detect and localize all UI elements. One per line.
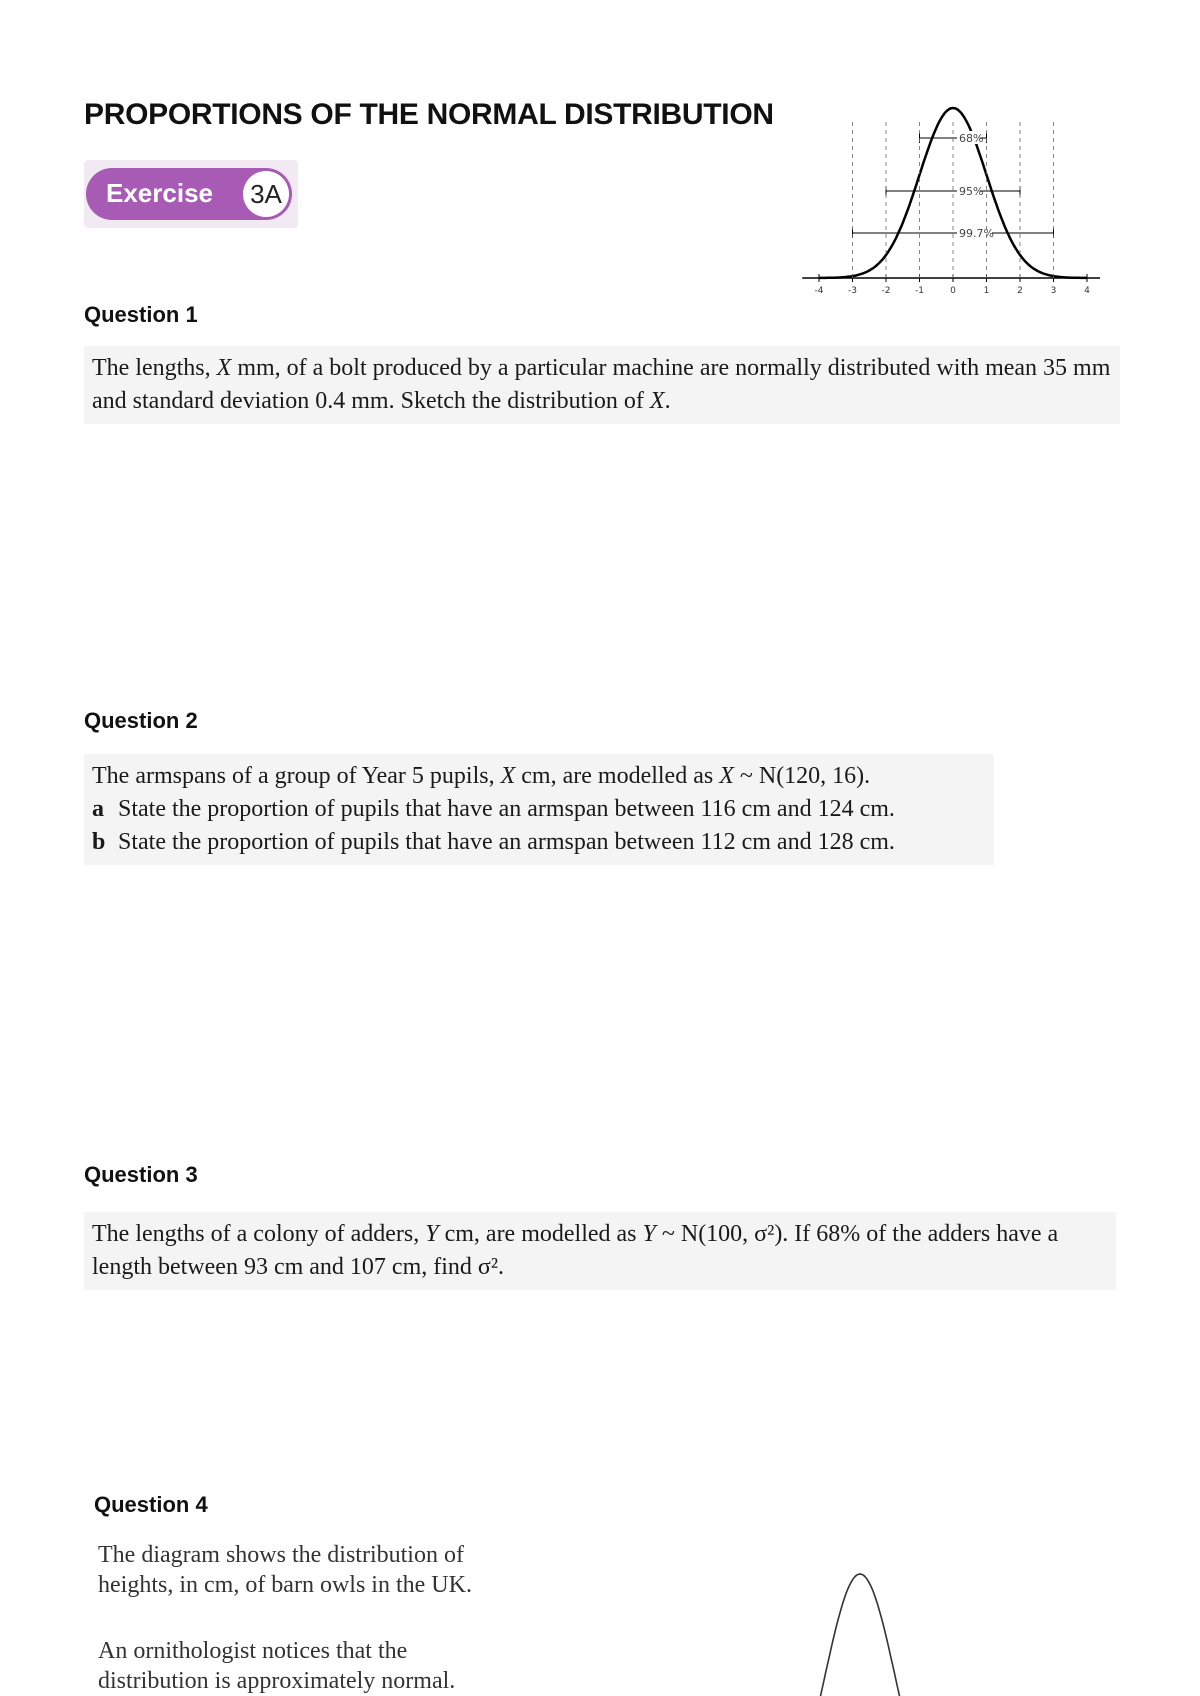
x-tick-label: 2	[1017, 286, 1023, 296]
page-title: PROPORTIONS OF THE NORMAL DISTRIBUTION	[84, 98, 774, 131]
question-4-paragraph-1: The diagram shows the distribution of heights, in cm, of barn owls in the UK.	[98, 1542, 472, 1598]
barn-owl-bell-curve	[752, 1574, 968, 1696]
x-tick-label: -3	[848, 286, 857, 296]
barn-owl-height-curve	[740, 1540, 980, 1696]
question-1-heading: Question 1	[84, 302, 198, 327]
x-tick-label: 0	[950, 286, 956, 296]
x-tick-label: -4	[814, 286, 824, 296]
question-1-text: The lengths, X mm, of a bolt produced by a particular machine are normally distributed with mean 35 mm and standard deviation 0.4 mm. Sketch the distribution of X.	[84, 346, 1120, 424]
exercise-number: 3A	[243, 171, 289, 217]
band-label: 68%	[959, 132, 984, 145]
x-tick-label: 4	[1084, 286, 1090, 296]
question-2-heading: Question 2	[84, 708, 198, 733]
question-2-stem: The armspans of a group of Year 5 pupils, X cm, are modelled as X ~ N(120, 16).	[92, 763, 871, 789]
x-tick-label: -1	[915, 286, 924, 296]
question-4-paragraph-2: An ornithologist notices that the distribution is approximately normal.	[98, 1638, 456, 1694]
band-label: 99.7%	[959, 227, 994, 240]
diagram-tick-labels	[815, 122, 1091, 296]
exercise-badge	[84, 160, 298, 228]
question-2-text	[84, 754, 994, 865]
x-tick-label: 1	[983, 286, 990, 296]
exercise-pill	[86, 168, 292, 220]
exercise-label: Exercise	[106, 178, 213, 208]
band-label: 95%	[959, 185, 984, 198]
question-2-part-a: a State the proportion of pupils that have an armspan between 116 cm and 124 cm.	[92, 796, 895, 822]
question-2-part-b: b State the proportion of pupils that have an armspan between 112 cm and 128 cm.	[92, 829, 895, 855]
question-3-heading: Question 3	[84, 1162, 198, 1187]
x-tick-label: 3	[1050, 286, 1057, 296]
question-3-text: The lengths of a colony of adders, Y cm, are modelled as Y ~ N(100, σ²). If 68% of the adders have a length between 93 cm and 107 cm, find σ².	[84, 1212, 1116, 1290]
normal-distribution-diagram	[800, 100, 1100, 300]
x-tick-label: -2	[881, 286, 891, 296]
question-4-heading: Question 4	[94, 1492, 208, 1517]
